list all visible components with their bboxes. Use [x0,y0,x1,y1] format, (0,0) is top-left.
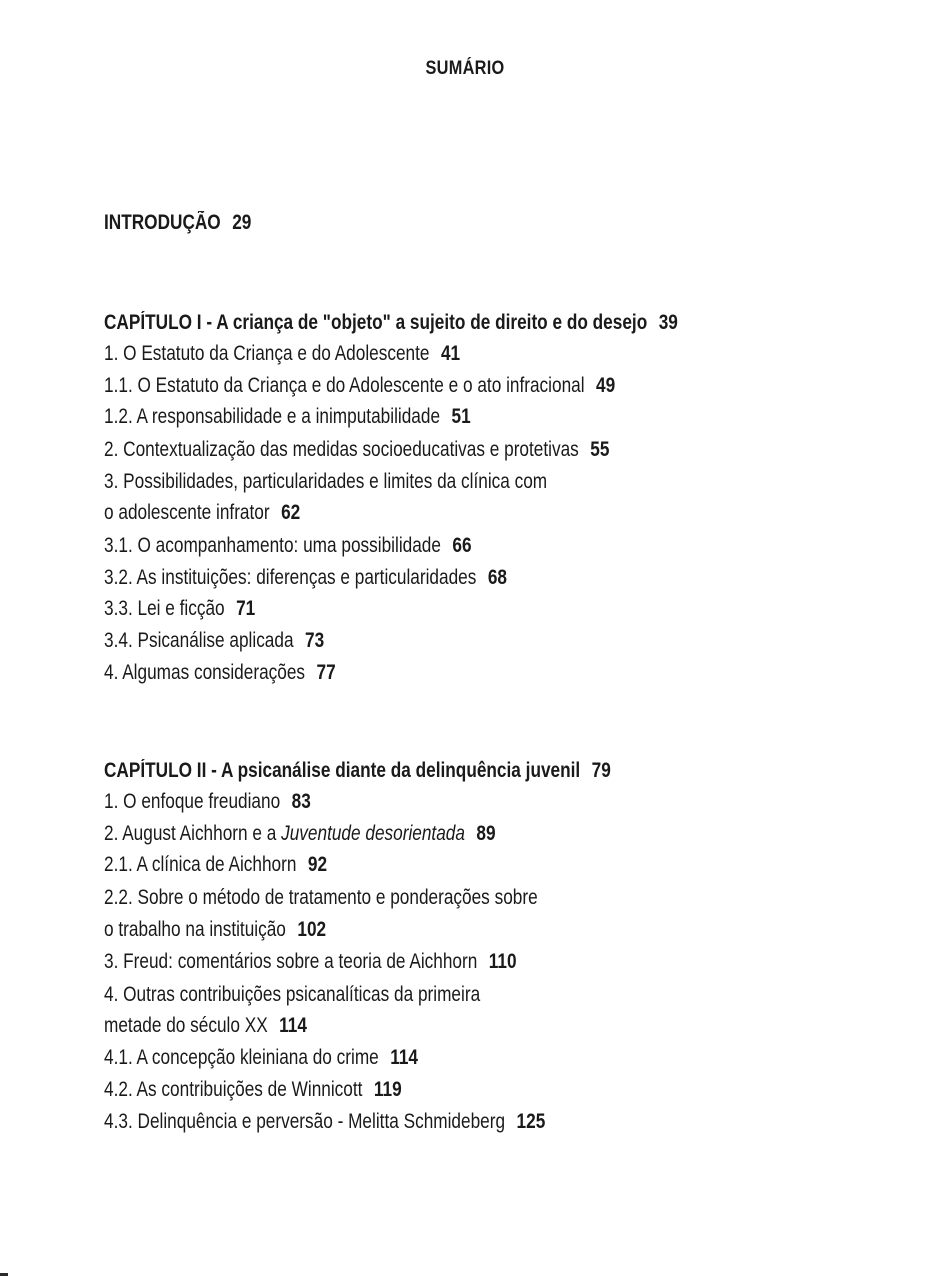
toc-entry [104,1109,545,1135]
toc-entry [104,821,496,847]
toc-entry-continuation [104,1013,307,1039]
toc-entry [104,437,609,463]
entry-label: 1.2. A responsabilidade e a inimputabilidade [104,405,441,428]
entry-page: 41 [440,342,461,365]
entry-label: 2.1. A clínica de Aichhorn [104,853,297,876]
toc-entry [104,628,324,654]
toc-entry [104,469,547,495]
entry-label: 4. Algumas considerações [104,661,306,684]
toc-entry-continuation [104,500,300,526]
entry-page: 62 [281,501,301,524]
entry-label: 1. O enfoque freudiano [104,790,281,813]
toc-entry [104,982,480,1008]
entry-page: 79 [591,759,611,782]
entry-label: metade do século XX [104,1014,268,1037]
toc-entry [104,533,472,559]
book-title-italic: Juventude desorientada [281,822,465,845]
toc-entry [104,373,615,399]
page-title: SUMÁRIO [425,58,505,79]
entry-page: 92 [307,853,328,876]
entry-label: 3. Possibilidades, particularidades e limites da clínica com [104,470,548,493]
entry-page: 89 [476,822,496,845]
entry-page: 39 [658,311,678,334]
entry-page: 77 [316,661,336,684]
entry-page: 114 [279,1014,307,1037]
entry-label: 4. Outras contribuições psicanalíticas da primeira [104,983,481,1006]
entry-page: 51 [451,405,471,428]
entry-label: INTRODUÇÃO [104,211,221,234]
entry-label: 3.2. As instituições: diferenças e particularidades [104,566,477,589]
toc-entry [104,1045,418,1071]
entry-label: 2. Contextualização das medidas socioeducativas e protetivas [104,438,579,461]
entry-page: 29 [232,211,252,234]
toc-entry [104,1077,402,1103]
entry-page: 68 [487,566,507,589]
toc-entry [104,341,460,367]
entry-label: 4.1. A concepção kleiniana do crime [104,1046,379,1069]
entry-label: o trabalho na instituição [104,918,286,941]
entry-page: 66 [452,534,472,557]
entry-label: 3.1. O acompanhamento: uma possibilidade [104,534,441,557]
entry-label: 1. O Estatuto da Criança e do Adolescente [104,342,430,365]
toc-entry [104,404,471,430]
entry-label: 1.1. O Estatuto da Criança e do Adolescente e o ato infracional [104,374,585,397]
toc-entry-introducao [104,210,251,236]
entry-page: 83 [291,790,311,813]
entry-label: 2.2. Sobre o método de tratamento e ponderações sobre [104,886,538,909]
toc-entry [104,660,336,686]
entry-label: 4.2. As contribuições de Winnicott [104,1078,363,1101]
entry-page: 49 [596,374,616,397]
toc-entry [104,885,538,911]
entry-page: 110 [488,950,517,973]
toc-entry [104,596,255,622]
entry-label: 3.3. Lei e ficção [104,597,225,620]
toc-entry [104,789,311,815]
entry-label: o adolescente infrator [104,501,270,524]
toc-entry [104,852,327,878]
entry-page: 114 [390,1046,419,1069]
entry-page: 102 [297,918,327,941]
entry-page: 125 [516,1110,546,1133]
entry-label: 3.4. Psicanálise aplicada [104,629,294,652]
toc-chapter-1-heading [104,310,678,336]
scan-edge-mark [0,1273,8,1276]
toc-entry-continuation [104,917,326,943]
entry-label: CAPÍTULO II - A psicanálise diante da delinquência juvenil [104,759,581,782]
toc-entry [104,949,517,975]
entry-label: CAPÍTULO I - A criança de "objeto" a sujeito de direito e do desejo [104,311,648,334]
entry-page: 71 [236,597,256,620]
entry-label: 3. Freud: comentários sobre a teoria de Aichhorn [104,950,478,973]
entry-page: 73 [305,629,325,652]
entry-label: 4.3. Delinquência e perversão - Melitta Schmideberg [104,1110,506,1133]
entry-label: 2. August Aichhorn e a [104,822,282,845]
toc-entry [104,565,507,591]
entry-page: 119 [373,1078,402,1101]
entry-page: 55 [590,438,610,461]
toc-chapter-2-heading [104,758,611,784]
